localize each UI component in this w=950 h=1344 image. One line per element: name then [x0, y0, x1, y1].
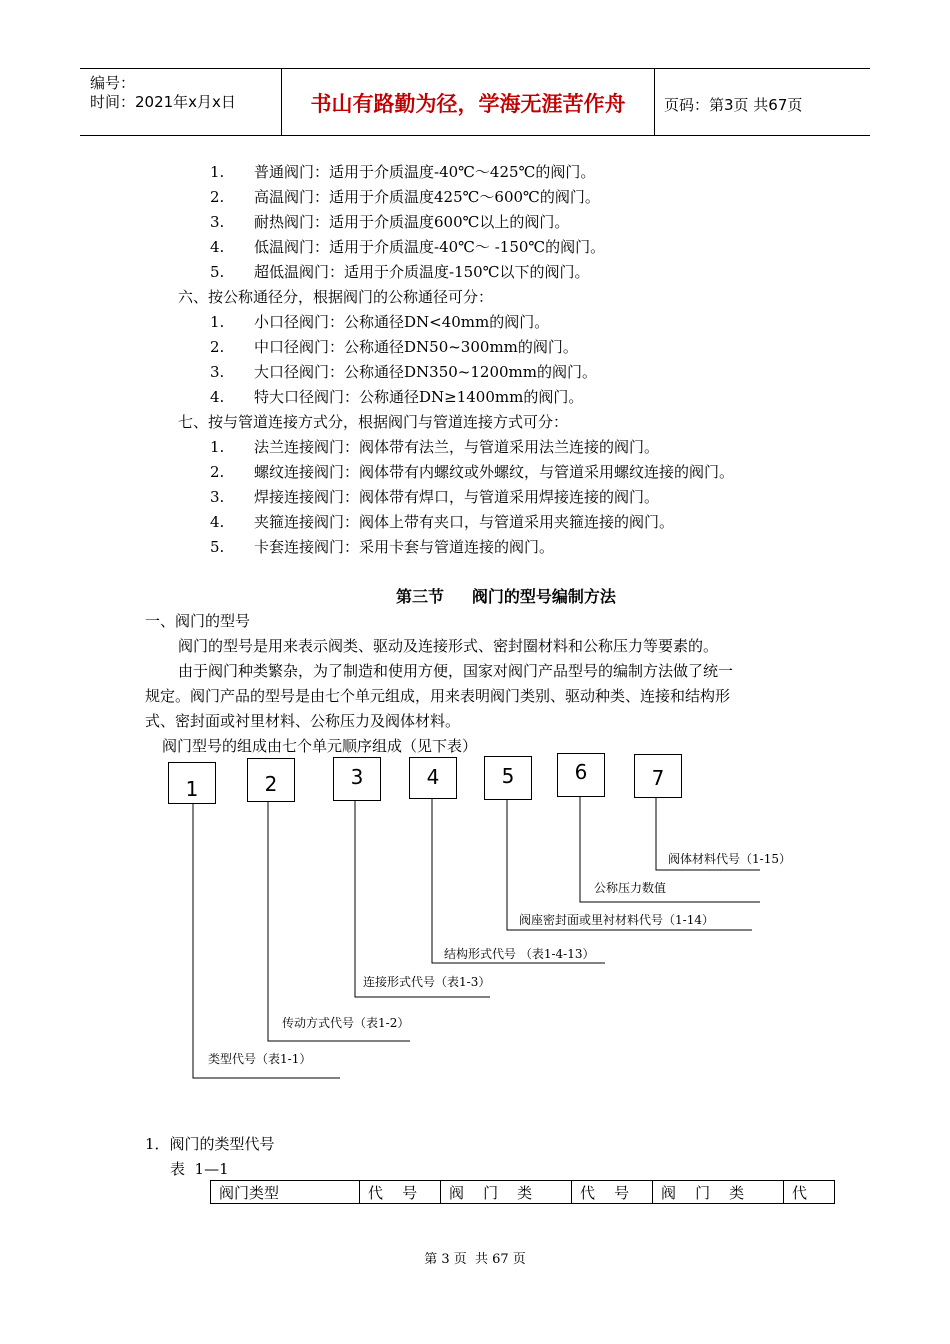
- heading-connection: 七、按与管道连接方式分，根据阀门与管道连接方式可分：: [178, 413, 569, 431]
- header-top-rule: [80, 68, 870, 69]
- list-item: 1. 小口径阀门：公称通径DN<40mm的阀门。: [210, 313, 550, 331]
- list-item: 3. 耐热阀门：适用于介质温度600℃以上的阀门。: [210, 213, 570, 231]
- type-code-table: [210, 1180, 835, 1204]
- paragraph: 规定。阀门产品的型号是由七个单元组成，用来表明阀门类别、驱动种类、连接和结构形: [145, 687, 731, 705]
- list-item: 2. 高温阀门：适用于介质温度425℃～600℃的阀门。: [210, 188, 600, 206]
- unit-box-7: 7: [634, 754, 682, 798]
- list-item: 3. 大口径阀门：公称通径DN350~1200mm的阀门。: [210, 363, 597, 381]
- table-caption: 表 1—1: [170, 1160, 229, 1178]
- paragraph: 阀门的型号是用来表示阀类、驱动及连接形式、密封圈材料和公称压力等要素的。: [178, 637, 719, 655]
- label-connection: 连接形式代号（表1-3）: [363, 975, 491, 989]
- list-item: 2. 中口径阀门：公称通径DN50~300mm的阀门。: [210, 338, 578, 356]
- unit-box-6: 6: [557, 753, 605, 797]
- unit-box-4: 4: [409, 757, 457, 799]
- header-divider-right: [654, 68, 655, 136]
- header-code: 编号：: [90, 74, 136, 92]
- list-item: 4. 低温阀门：适用于介质温度-40℃～ -150℃的阀门。: [210, 238, 606, 256]
- label-nominal-pressure: 公称压力数值: [594, 881, 667, 895]
- header-time: 时间：2021年x月x日: [90, 93, 236, 111]
- label-structure: 结构形式代号 （表1-4-13）: [444, 947, 595, 961]
- table-header-cell: 阀 门 类: [441, 1181, 572, 1204]
- label-drive: 传动方式代号（表1-2）: [282, 1016, 410, 1030]
- table-row: [211, 1181, 835, 1204]
- list-item: 5. 超低温阀门：适用于介质温度-150℃以下的阀门。: [210, 263, 590, 281]
- unit-box-1: 1: [168, 762, 216, 804]
- subheading-valve-model: 一、阀门的型号: [145, 612, 251, 630]
- label-body-material: 阀体材料代号（1-15）: [668, 852, 791, 866]
- connector-4: [432, 798, 605, 963]
- heading-dn: 六、按公称通径分，根据阀门的公称通径可分：: [178, 288, 494, 306]
- header-motto: 书山有路勤为径，学海无涯苦作舟: [310, 92, 626, 116]
- list-item: 1. 法兰连接阀门：阀体带有法兰，与管道采用法兰连接的阀门。: [210, 438, 660, 456]
- paragraph: 式、密封面或衬里材料、公称压力及阀体材料。: [145, 712, 461, 730]
- unit-box-3: 3: [333, 757, 381, 801]
- paragraph: 由于阀门种类繁杂，为了制造和使用方便，国家对阀门产品型号的编制方法做了统一: [178, 662, 734, 680]
- unit-box-2: 2: [247, 758, 295, 802]
- table-header-cell: 代 号: [572, 1181, 653, 1204]
- list-item: 4. 特大口径阀门：公称通径DN≥1400mm的阀门。: [210, 388, 584, 406]
- paragraph: 阀门型号的组成由七个单元顺序组成（见下表）: [162, 737, 478, 755]
- header-page: 页码：第3页 共67页: [664, 96, 803, 114]
- connector-3: [355, 800, 490, 997]
- table-header-cell: 阀 门 类: [653, 1181, 784, 1204]
- connector-2: [268, 801, 410, 1041]
- table-header-cell: 阀门类型: [211, 1181, 360, 1204]
- label-seal-material: 阀座密封面或里衬材料代号（1-14）: [519, 913, 714, 927]
- list-item: 5. 卡套连接阀门：采用卡套与管道连接的阀门。: [210, 538, 555, 556]
- list-item: 4. 夹箍连接阀门：阀体上带有夹口，与管道采用夹箍连接的阀门。: [210, 513, 675, 531]
- list-item: 2. 螺纹连接阀门：阀体带有内螺纹或外螺纹，与管道采用螺纹连接的阀门。: [210, 463, 735, 481]
- connector-1: [193, 803, 340, 1078]
- label-type: 类型代号（表1-1）: [208, 1052, 312, 1066]
- unit-box-5: 5: [484, 756, 532, 800]
- page-footer: 第 3 页 共 67 页: [424, 1252, 526, 1267]
- subheading-type-code: 1．阀门的类型代号: [145, 1135, 275, 1153]
- table-header-cell: 代: [784, 1181, 835, 1204]
- list-item: 1. 普通阀门：适用于介质温度-40℃～425℃的阀门。: [210, 163, 596, 181]
- section-title: 第三节 阀门的型号编制方法: [396, 587, 616, 606]
- table-header-cell: 代 号: [360, 1181, 441, 1204]
- list-item: 3. 焊接连接阀门：阀体带有焊口，与管道采用焊接连接的阀门。: [210, 488, 660, 506]
- header-bottom-rule: [80, 135, 870, 136]
